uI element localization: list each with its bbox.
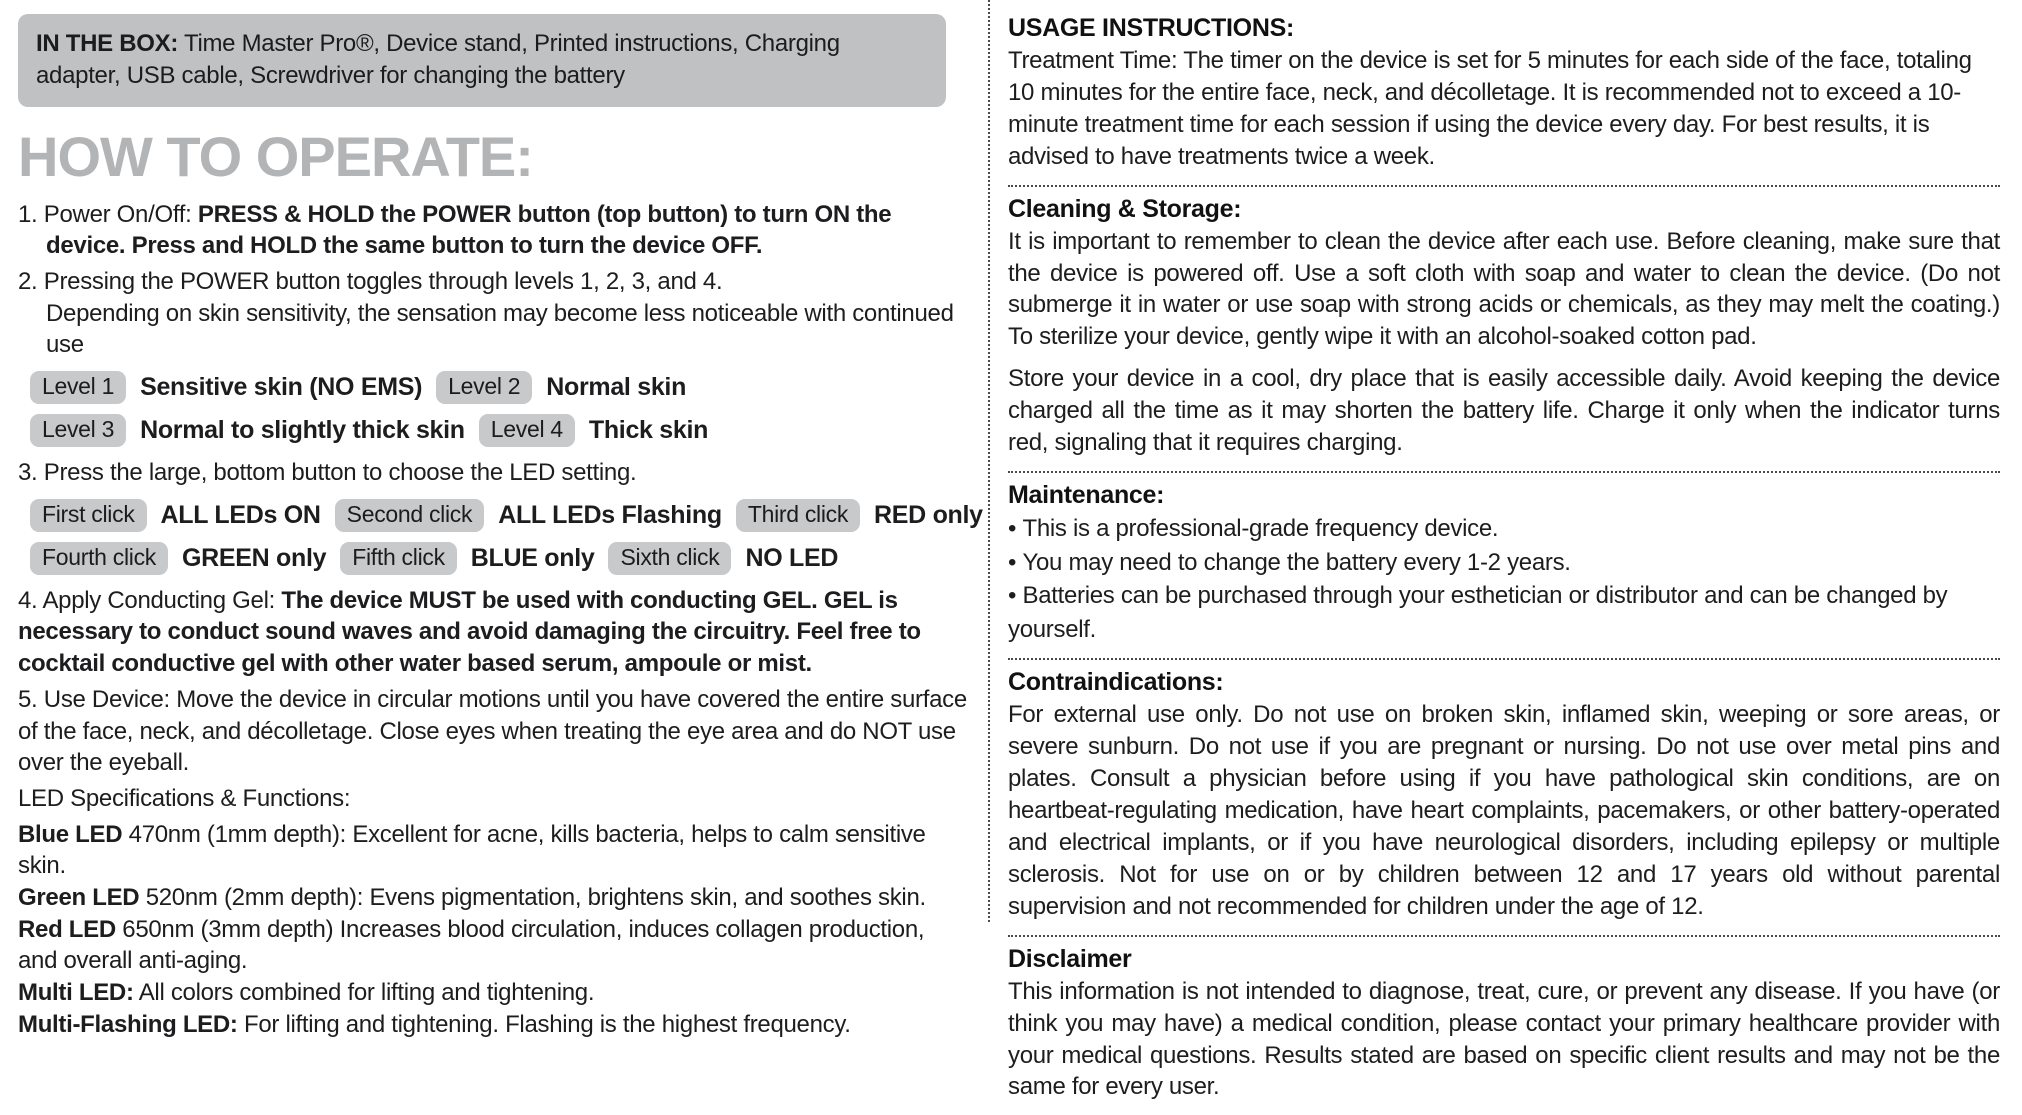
level-4-badge: Level 4 [479,414,575,447]
second-click-badge: Second click [335,499,485,532]
step-4 [18,585,968,680]
disclaimer-heading: Disclaimer [1008,944,1132,973]
led-specs-heading: LED Specifications & Functions: [18,784,351,812]
contraindications-heading: Contraindications: [1008,668,1224,697]
level-1-label: Sensitive skin (NO EMS) [140,373,423,402]
led-spec-green-text: 520nm (2mm depth): Evens pigmentation, brightens skin, and soothes skin. [139,883,926,911]
fifth-click-label: BLUE only [470,543,595,572]
section-usage-instructions [1008,6,2000,185]
second-click-label: ALL LEDs Flashing [498,500,722,529]
click-row-1 [30,499,983,532]
maintenance-bullet-2: • You may need to change the battery every 1-2 years. [1008,546,2000,580]
level-row-1 [30,371,968,404]
step-1-prefix: 1. Power On/Off: [18,200,198,228]
step-2-line2: Depending on skin sensitivity, the sensation may become less noticeable with continued use [46,299,954,359]
led-spec-red [18,914,968,977]
level-4-label: Thick skin [588,416,709,445]
step-2-line1: 2. Pressing the POWER button toggles through levels 1, 2, 3, and 4. [18,268,723,296]
led-spec-blue [18,819,968,882]
third-click-label: RED only [874,500,983,529]
contraindications-paragraph: For external use only. Do not use on broken skin, inflamed skin, weeping or sore areas, or severe sunburn. Do not use if you are pregnant or nursing. Do not use over metal pins and plates. Consult a physician before using if you have pathological skin conditions, are on heartbeat-regulating medication, have heart complaints, pacemakers, or other battery-operated and electrical implants, or if you have neurological disorders, including epilepsy or multiple sclerosis. Not for use on or by children between 12 and 17 years old without parental supervision and not recommended for children under the age of 12. [1008,701,2000,920]
level-1-badge: Level 1 [30,371,126,404]
level-2-label: Normal skin [546,373,687,402]
section-cleaning-storage [1008,185,2000,471]
led-spec-multi [18,977,968,1009]
level-3-label: Normal to slightly thick skin [140,416,465,445]
cleaning-storage-heading: Cleaning & Storage: [1008,194,1242,223]
step-5: 5. Use Device: Move the device in circular motions until you have covered the entire surface of the face, neck, and décolletage. Close eyes when treating the eye area and do NOT use over the eyeball. [18,685,967,777]
third-click-badge: Third click [736,499,860,532]
led-spec-multi-flashing [18,1009,968,1041]
led-spec-multi-name: Multi LED: [18,978,134,1006]
step-4-prefix: 4. Apply Conducting Gel: [18,586,282,614]
led-spec-green [18,882,968,914]
step-1 [18,199,968,262]
led-spec-blue-text: 470nm (1mm depth): Excellent for acne, kills bacteria, helps to calm sensitive skin. [18,820,926,880]
section-contraindications [1008,658,2000,934]
click-row-2 [30,542,968,575]
led-spec-multi-text: All colors combined for lifting and tightening. [133,978,595,1006]
led-spec-red-name: Red LED [18,915,116,943]
in-the-box-label: IN THE BOX: [36,30,179,57]
fourth-click-badge: Fourth click [30,542,168,575]
led-spec-green-name: Green LED [18,883,140,911]
fifth-click-badge: Fifth click [340,542,457,575]
disclaimer-paragraph: This information is not intended to diagnose, treat, cure, or prevent any disease. If you have (or think you may have) a medical condition, please contact your primary healthcare provider with your medical questions. Results stated are based on specific client results and may not be the same for every user. [1008,977,2000,1101]
section-disclaimer [1008,935,2000,1115]
level-3-badge: Level 3 [30,414,126,447]
first-click-label: ALL LEDs ON [160,500,321,529]
cleaning-storage-paragraph-2: Store your device in a cool, dry place that is easily accessible daily. Avoid keeping the device charged all the time as it may shorten the battery life. Charge it only when the indicator turns red, signaling that it requires charging. [1008,365,2000,457]
step-1-bold: PRESS & HOLD the POWER button (top button) to turn ON the device. Press and HOLD the same button to turn the device OFF. [46,200,892,260]
step-4-bold: The device MUST be used with conducting GEL. GEL is necessary to conduct sound waves and avoid damaging the circuitry. Feel free to cocktail conductive gel with other water based serum, ampoule or mist. [18,586,921,678]
step-3: 3. Press the large, bottom button to choose the LED setting. [18,459,637,487]
led-spec-multi-flashing-text: For lifting and tightening. Flashing is the highest frequency. [237,1010,851,1038]
in-the-box-text: Time Master Pro®, Device stand, Printed instructions, Charging adapter, USB cable, Screwdriver for changing the battery [36,30,840,90]
left-column [0,0,988,1038]
step-2 [18,266,968,361]
fourth-click-label: GREEN only [181,543,327,572]
usage-instructions-paragraph: Treatment Time: The timer on the device is set for 5 minutes for each side of the face, totaling 10 minutes for the entire face, neck, and décolletage. It is recommended not to exceed a 10-minute treatment time for each session if using the device every day. For best results, it is advised to have treatments twice a week. [1008,47,1972,170]
usage-instructions-heading: USAGE INSTRUCTIONS: [1008,14,1294,42]
led-spec-multi-flashing-name: Multi-Flashing LED: [18,1010,238,1038]
level-row-2 [30,414,968,447]
first-click-badge: First click [30,499,147,532]
section-maintenance [1008,471,2000,658]
right-column [988,0,2022,1101]
level-2-badge: Level 2 [436,371,532,404]
maintenance-bullet-3: • Batteries can be purchased through your esthetician or distributor and can be changed by yourself. [1008,579,2000,646]
in-the-box-callout [18,14,946,107]
sixth-click-badge: Sixth click [608,542,731,575]
led-spec-red-text: 650nm (3mm depth) Increases blood circulation, induces collagen production, and overall anti-aging. [18,915,925,975]
maintenance-bullet-1: • This is a professional-grade frequency device. [1008,512,2000,546]
cleaning-storage-paragraph-1: It is important to remember to clean the device after each use. Before cleaning, make sure that the device is powered off. Use a soft cloth with soap and water to clean the device. (Do not submerge it in water or use soap with strong acids or chemicals, as they may melt the coating.) To sterilize your device, gently wipe it with an alcohol-soaked cotton pad. [1008,227,2000,351]
how-to-operate-heading: HOW TO OPERATE: [18,124,533,188]
led-spec-blue-name: Blue LED [18,820,123,848]
sixth-click-label: NO LED [745,543,839,572]
maintenance-heading: Maintenance: [1008,480,1165,509]
